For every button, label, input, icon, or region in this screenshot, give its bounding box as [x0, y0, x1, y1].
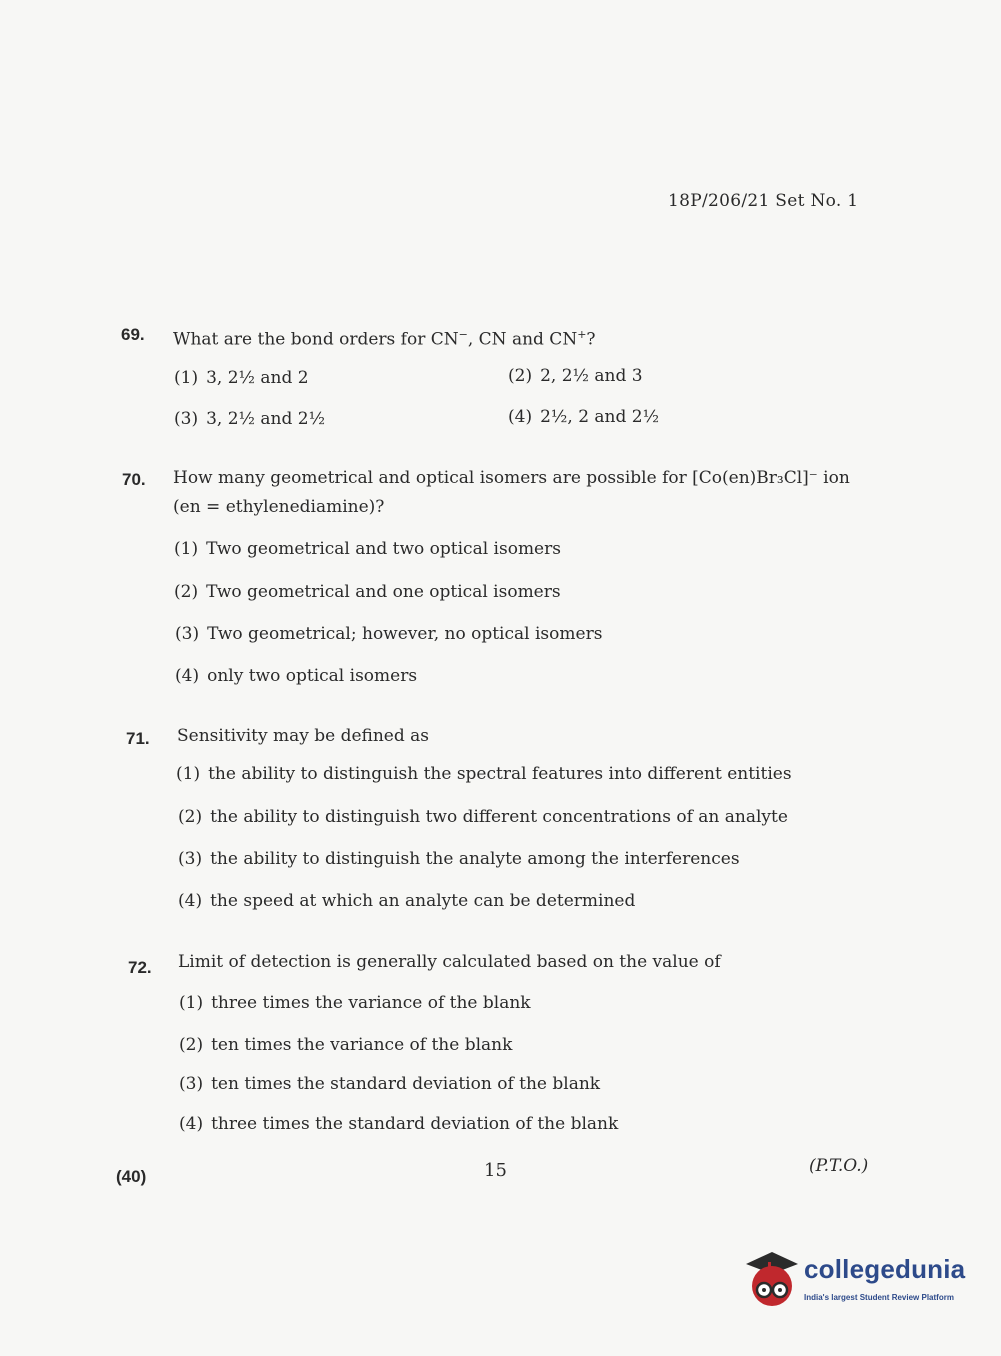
- question-text: What are the bond orders for CN−, CN and CN+?: [173, 328, 596, 350]
- option-3: (3) Two geometrical; however, no optical isomers: [175, 624, 603, 644]
- question-number: 69.: [121, 325, 145, 344]
- question-number: 72.: [128, 958, 152, 977]
- option-1: (1) Two geometrical and two optical isomers: [174, 539, 561, 559]
- collegedunia-logo: [742, 1250, 972, 1312]
- header-code: 18P/206/21 Set No. 1: [668, 191, 859, 211]
- question-text: Sensitivity may be defined as: [177, 726, 430, 746]
- option-2: (2) 2, 2½ and 3: [508, 366, 643, 386]
- footer-code: (40): [116, 1167, 147, 1186]
- option-4: (4) the speed at which an analyte can be determined: [178, 891, 636, 911]
- question-text-line2: (en = ethylenediamine)?: [173, 497, 385, 517]
- option-2: (2) Two geometrical and one optical isomers: [174, 582, 561, 602]
- question-number: 70.: [122, 470, 146, 489]
- page-number: 15: [484, 1160, 507, 1181]
- option-3: (3) 3, 2½ and 2½: [174, 409, 326, 429]
- option-3: (3) the ability to distinguish the analyte among the interferences: [178, 849, 740, 869]
- logo-wordmark: collegedunia: [804, 1254, 966, 1284]
- option-2: (2) the ability to distinguish two different concentrations of an analyte: [178, 807, 788, 827]
- question-text-line1: How many geometrical and optical isomers are possible for [Co(en)Br₃Cl]⁻ ion: [173, 468, 850, 488]
- question-text: Limit of detection is generally calculated based on the value of: [178, 952, 721, 972]
- option-4: (4) only two optical isomers: [175, 666, 418, 686]
- option-1: (1) 3, 2½ and 2: [174, 368, 309, 388]
- option-4: (4) 2½, 2 and 2½: [508, 407, 660, 427]
- option-3: (3) ten times the standard deviation of the blank: [179, 1074, 601, 1094]
- pto-label: (P.T.O.): [809, 1156, 869, 1176]
- option-2: (2) ten times the variance of the blank: [179, 1035, 513, 1055]
- mascot-icon: [742, 1250, 802, 1312]
- logo-tagline: India's largest Student Review Platform: [804, 1293, 954, 1302]
- option-4: (4) three times the standard deviation of the blank: [179, 1114, 619, 1134]
- option-1: (1) the ability to distinguish the spectral features into different entities: [176, 764, 792, 784]
- option-1: (1) three times the variance of the blank: [179, 993, 531, 1013]
- question-number: 71.: [126, 729, 150, 748]
